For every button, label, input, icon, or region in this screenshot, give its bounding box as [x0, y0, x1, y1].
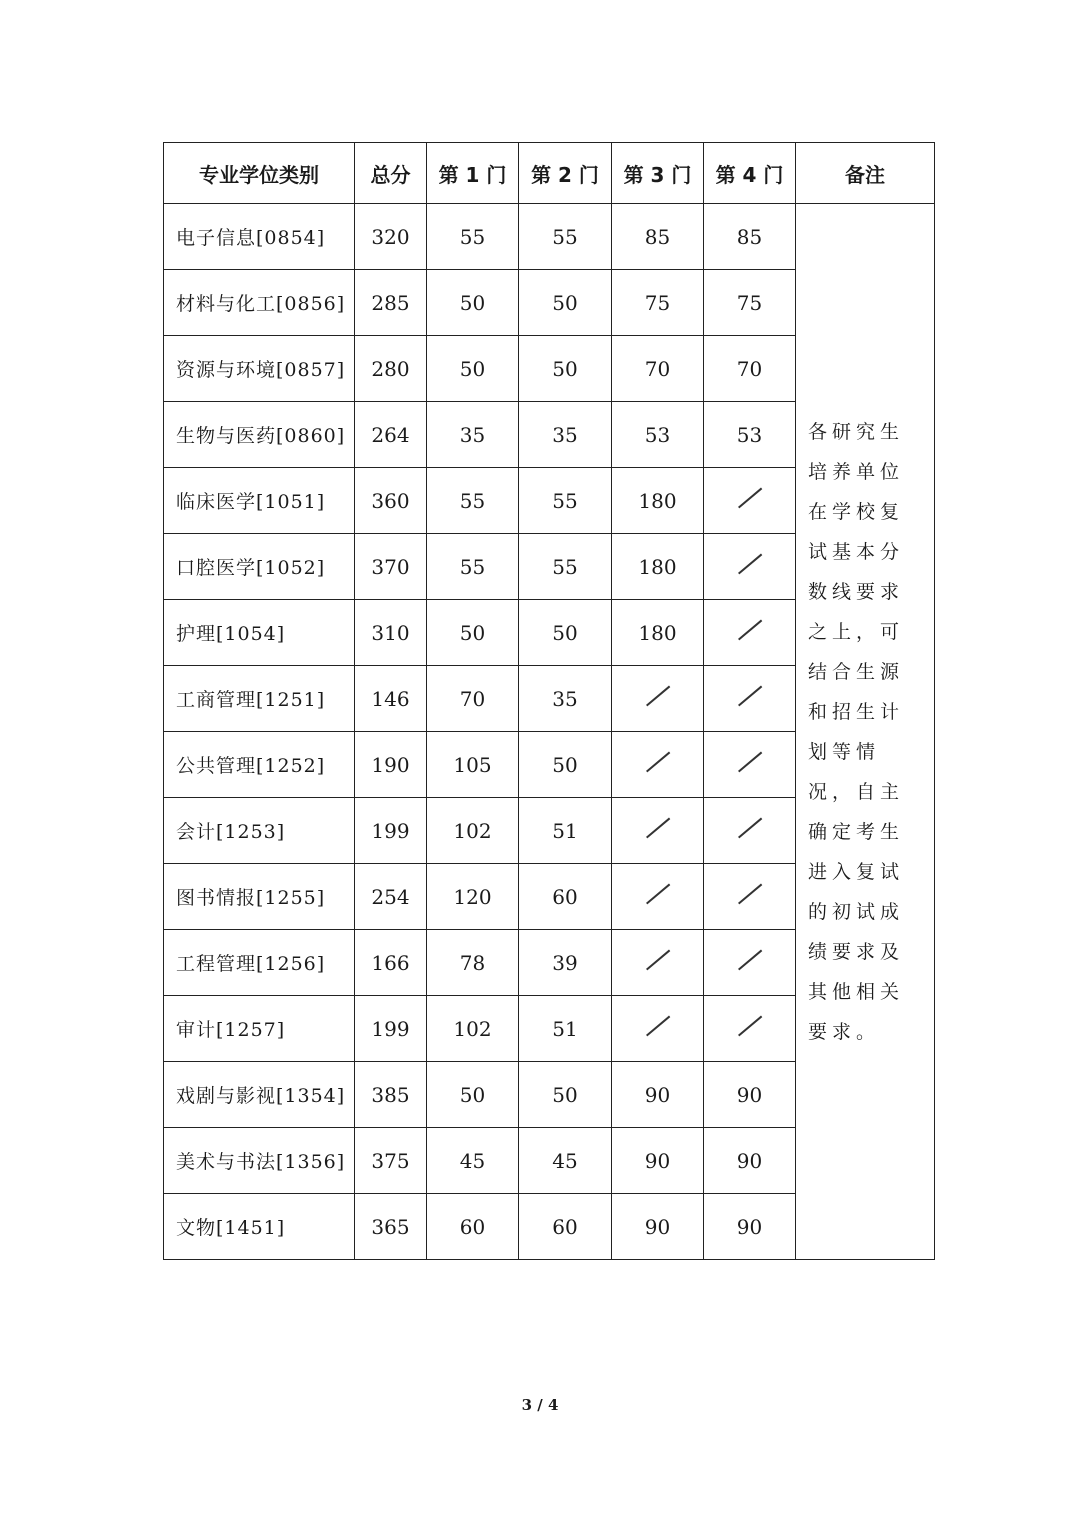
subject-4-cell — [704, 600, 796, 666]
subject-2-cell: 35 — [519, 666, 612, 732]
total-cell: 370 — [355, 534, 427, 600]
not-applicable-slash — [645, 683, 671, 709]
subject-1-cell: 78 — [427, 930, 519, 996]
subject-3-cell — [612, 798, 704, 864]
header-row — [164, 143, 935, 204]
not-applicable-slash — [645, 947, 671, 973]
header-subject-3: 第 3 门 — [612, 143, 704, 204]
subject-3-cell — [612, 864, 704, 930]
category-cell: 资源与环境[0857] — [164, 336, 355, 402]
header-subject-1: 第 1 门 — [427, 143, 519, 204]
subject-1-cell: 55 — [427, 204, 519, 270]
not-applicable-slash — [737, 881, 763, 907]
subject-2-cell: 50 — [519, 600, 612, 666]
subject-4-cell: 53 — [704, 402, 796, 468]
not-applicable-slash — [645, 815, 671, 841]
subject-2-cell: 50 — [519, 336, 612, 402]
total-cell: 385 — [355, 1062, 427, 1128]
not-applicable-slash — [645, 749, 671, 775]
subject-1-cell: 50 — [427, 1062, 519, 1128]
total-cell: 190 — [355, 732, 427, 798]
subject-4-cell: 70 — [704, 336, 796, 402]
category-cell: 临床医学[1051] — [164, 468, 355, 534]
category-cell: 文物[1451] — [164, 1194, 355, 1260]
subject-4-cell: 90 — [704, 1128, 796, 1194]
subject-4-cell — [704, 930, 796, 996]
subject-2-cell: 51 — [519, 798, 612, 864]
subject-4-cell — [704, 798, 796, 864]
total-cell: 360 — [355, 468, 427, 534]
header-total: 总分 — [355, 143, 427, 204]
subject-1-cell: 60 — [427, 1194, 519, 1260]
not-applicable-slash — [737, 485, 763, 511]
subject-4-cell — [704, 666, 796, 732]
subject-1-cell: 55 — [427, 534, 519, 600]
subject-1-cell: 55 — [427, 468, 519, 534]
total-cell: 375 — [355, 1128, 427, 1194]
header-category: 专业学位类别 — [164, 143, 355, 204]
subject-4-cell: 75 — [704, 270, 796, 336]
subject-2-cell: 35 — [519, 402, 612, 468]
category-cell: 戏剧与影视[1354] — [164, 1062, 355, 1128]
total-cell: 166 — [355, 930, 427, 996]
not-applicable-slash — [645, 881, 671, 907]
subject-4-cell — [704, 996, 796, 1062]
subject-1-cell: 50 — [427, 336, 519, 402]
not-applicable-slash — [737, 1013, 763, 1039]
category-cell: 图书情报[1255] — [164, 864, 355, 930]
subject-1-cell: 35 — [427, 402, 519, 468]
subject-1-cell: 120 — [427, 864, 519, 930]
subject-2-cell: 50 — [519, 270, 612, 336]
subject-1-cell: 105 — [427, 732, 519, 798]
category-cell: 美术与书法[1356] — [164, 1128, 355, 1194]
category-cell: 电子信息[0854] — [164, 204, 355, 270]
table-row — [164, 204, 935, 270]
category-cell: 工商管理[1251] — [164, 666, 355, 732]
subject-3-cell: 85 — [612, 204, 704, 270]
not-applicable-slash — [645, 1013, 671, 1039]
subject-2-cell: 55 — [519, 468, 612, 534]
subject-3-cell: 75 — [612, 270, 704, 336]
subject-3-cell: 180 — [612, 468, 704, 534]
subject-1-cell: 102 — [427, 798, 519, 864]
subject-4-cell — [704, 732, 796, 798]
category-cell: 口腔医学[1052] — [164, 534, 355, 600]
subject-1-cell: 50 — [427, 270, 519, 336]
header-subject-2: 第 2 门 — [519, 143, 612, 204]
subject-2-cell: 50 — [519, 1062, 612, 1128]
not-applicable-slash — [737, 683, 763, 709]
subject-2-cell: 45 — [519, 1128, 612, 1194]
subject-3-cell — [612, 996, 704, 1062]
subject-2-cell: 50 — [519, 732, 612, 798]
subject-2-cell: 51 — [519, 996, 612, 1062]
score-table — [163, 142, 935, 1260]
subject-3-cell: 180 — [612, 534, 704, 600]
page-number: 3 / 4 — [521, 1396, 559, 1414]
subject-1-cell: 50 — [427, 600, 519, 666]
subject-3-cell — [612, 930, 704, 996]
total-cell: 285 — [355, 270, 427, 336]
total-cell: 320 — [355, 204, 427, 270]
table-body — [164, 204, 935, 1260]
subject-2-cell: 55 — [519, 204, 612, 270]
subject-4-cell: 90 — [704, 1062, 796, 1128]
subject-3-cell: 90 — [612, 1128, 704, 1194]
not-applicable-slash — [737, 617, 763, 643]
remark-cell: 各研究生培养单位在学校复试基本分数线要求之上，可结合生源和招生计划等情况，自主确定考生进入复试的初试成绩要求及其他相关要求。 — [796, 204, 935, 1260]
total-cell: 280 — [355, 336, 427, 402]
subject-4-cell: 90 — [704, 1194, 796, 1260]
subject-3-cell — [612, 666, 704, 732]
category-cell: 材料与化工[0856] — [164, 270, 355, 336]
subject-1-cell: 70 — [427, 666, 519, 732]
subject-4-cell — [704, 864, 796, 930]
subject-3-cell: 53 — [612, 402, 704, 468]
subject-2-cell: 60 — [519, 1194, 612, 1260]
subject-4-cell — [704, 468, 796, 534]
category-cell: 审计[1257] — [164, 996, 355, 1062]
subject-3-cell: 90 — [612, 1194, 704, 1260]
total-cell: 310 — [355, 600, 427, 666]
category-cell: 生物与医药[0860] — [164, 402, 355, 468]
subject-4-cell: 85 — [704, 204, 796, 270]
not-applicable-slash — [737, 815, 763, 841]
subject-3-cell: 180 — [612, 600, 704, 666]
subject-3-cell: 70 — [612, 336, 704, 402]
category-cell: 护理[1054] — [164, 600, 355, 666]
not-applicable-slash — [737, 551, 763, 577]
subject-3-cell: 90 — [612, 1062, 704, 1128]
subject-4-cell — [704, 534, 796, 600]
subject-2-cell: 60 — [519, 864, 612, 930]
subject-2-cell: 39 — [519, 930, 612, 996]
total-cell: 365 — [355, 1194, 427, 1260]
category-cell: 会计[1253] — [164, 798, 355, 864]
header-subject-4: 第 4 门 — [704, 143, 796, 204]
category-cell: 工程管理[1256] — [164, 930, 355, 996]
subject-3-cell — [612, 732, 704, 798]
not-applicable-slash — [737, 749, 763, 775]
header-remark: 备注 — [796, 143, 935, 204]
not-applicable-slash — [737, 947, 763, 973]
subject-1-cell: 102 — [427, 996, 519, 1062]
category-cell: 公共管理[1252] — [164, 732, 355, 798]
subject-2-cell: 55 — [519, 534, 612, 600]
total-cell: 199 — [355, 798, 427, 864]
subject-1-cell: 45 — [427, 1128, 519, 1194]
total-cell: 199 — [355, 996, 427, 1062]
total-cell: 264 — [355, 402, 427, 468]
total-cell: 254 — [355, 864, 427, 930]
total-cell: 146 — [355, 666, 427, 732]
